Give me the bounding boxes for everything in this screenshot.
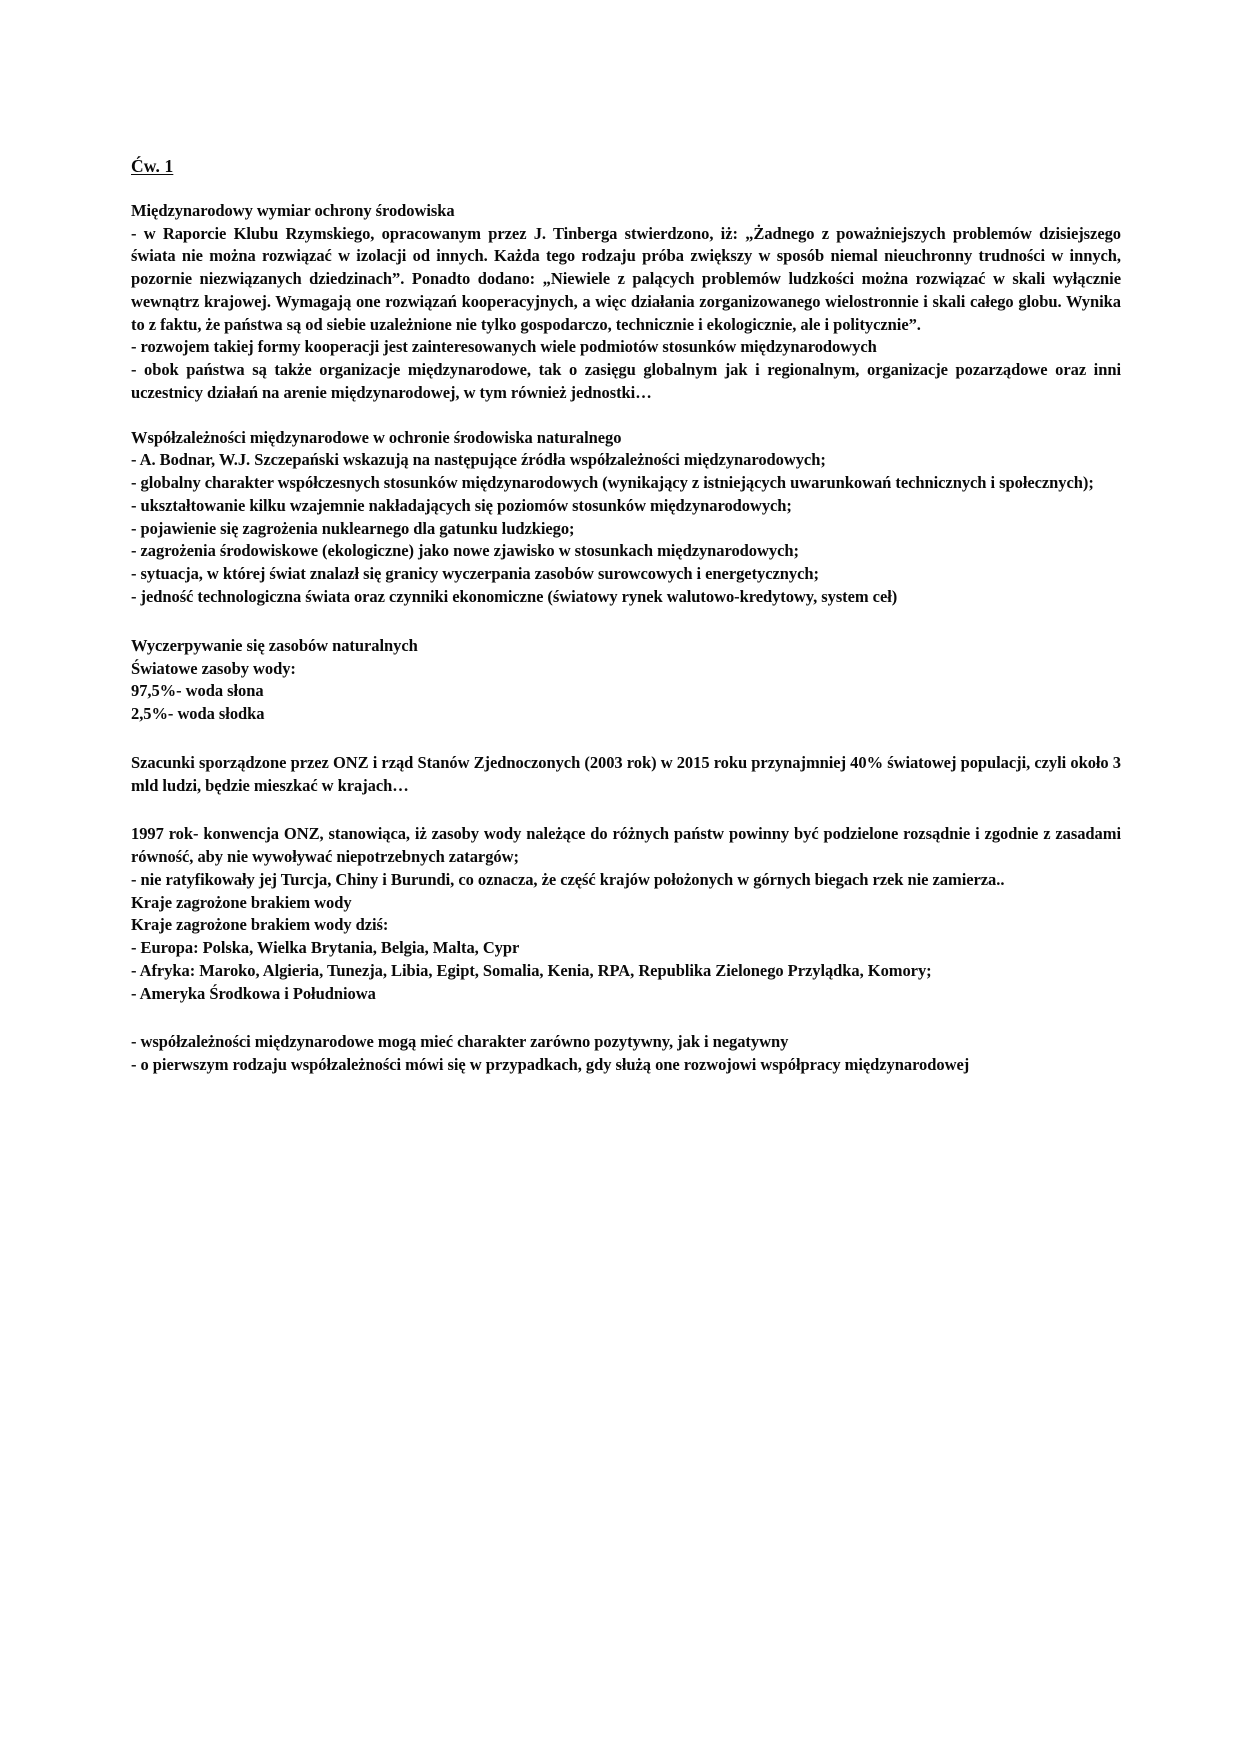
list-item: Kraje zagrożone brakiem wody dziś: bbox=[131, 915, 389, 935]
section-un-estimates bbox=[131, 752, 1121, 798]
section-spacer bbox=[131, 726, 1121, 752]
list-item: - współzależności międzynarodowe mogą mieć charakter zarówno pozytywny, jak i negatywny bbox=[131, 1032, 789, 1052]
exercise-heading-wrapper bbox=[131, 155, 1121, 200]
exercise-heading: Ćw. 1 bbox=[131, 156, 174, 176]
list-item: 2,5%- woda słodka bbox=[131, 704, 265, 724]
section-international-dimension bbox=[131, 200, 1121, 405]
section-spacer bbox=[131, 609, 1121, 635]
section-spacer bbox=[131, 797, 1121, 823]
paragraph-convention-1997: 1997 rok- konwencja ONZ, stanowiąca, iż zasoby wody należące do różnych państw powinny być podzielone rozsądnie i zgodnie z zasadami równość, aby nie wywoływać niepotrzebnych zatargów; bbox=[131, 824, 1121, 867]
list-item: - Europa: Polska, Wielka Brytania, Belgia, Malta, Cypr bbox=[131, 938, 520, 958]
section-interdependencies bbox=[131, 427, 1121, 609]
document-body bbox=[131, 155, 1121, 1077]
list-item: - Afryka: Maroko, Algieria, Tunezja, Libia, Egipt, Somalia, Kenia, RPA, Republika Zielonego Przylądka, Komory; bbox=[131, 960, 932, 980]
list-item: - sytuacja, w której świat znalazł się granicy wyczerpania zasobów surowcowych i energetycznych; bbox=[131, 564, 819, 584]
paragraph-international-organizations: - obok państwa są także organizacje międzynarodowe, tak o zasięgu globalnym jak i regionalnym, organizacje pozarządowe oraz inni uczestnicy działań na arenie międzynarodowej, w tym również jednostki… bbox=[131, 360, 1121, 402]
paragraph-cooperation-interest: - rozwojem takiej formy kooperacji jest zainteresowanych wiele podmiotów stosunków międzynarodowych bbox=[131, 337, 877, 357]
section-resource-depletion bbox=[131, 635, 1121, 726]
paragraph-tinbergen-report: - w Raporcie Klubu Rzymskiego, opracowanym przez J. Tinberga stwierdzono, iż: „Żadnego z poważniejszych problemów dzisiejszego świata nie można rozwiązać w izolacji od innych. Każda tego rodzaju próba zwiększy w sposób niemal nieuchronny trudności w innych, pozornie niezwiązanych dziedzinach”. Ponadto dodano: „Niewiele z palących problemów ludzkości można rozwiązać w skali wyłącznie wewnątrz krajowej. Wymagają one rozwiązań kooperacyjnych, a więc działania zorganizowanego wielostronnie i skali całego globu. Wynika to z faktu, że państwa są od siebie uzależnione nie tylko gospodarczo, technicznie i ekologicznie, ale i politycznie”. bbox=[131, 223, 1121, 334]
list-item: Kraje zagrożone brakiem wody bbox=[131, 892, 352, 912]
section-spacer bbox=[131, 405, 1121, 427]
list-item: - A. Bodnar, W.J. Szczepański wskazują na następujące źródła współzależności międzynarodowych; bbox=[131, 450, 826, 470]
list-item: - nie ratyfikowały jej Turcja, Chiny i Burundi, co oznacza, że część krajów położonych w górnych biegach rzek nie zamierza.. bbox=[131, 869, 1005, 889]
section-heading-interdependencies: Współzależności międzynarodowe w ochronie środowiska naturalnego bbox=[131, 427, 622, 447]
list-item: - o pierwszym rodzaju współzależności mówi się w przypadkach, gdy służą one rozwojowi współpracy międzynarodowej bbox=[131, 1055, 970, 1075]
list-item: - jedność technologiczna świata oraz czynniki ekonomiczne (światowy rynek walutowo-kredytowy, system ceł) bbox=[131, 587, 898, 606]
list-item: - globalny charakter współczesnych stosunków międzynarodowych (wynikający z istniejących uwarunkowań technicznych i społecznych); bbox=[131, 473, 1094, 493]
subheading-world-water-resources: Światowe zasoby wody: bbox=[131, 658, 296, 678]
section-heading-international-dimension: Międzynarodowy wymiar ochrony środowiska bbox=[131, 200, 455, 220]
list-item: - zagrożenia środowiskowe (ekologiczne) jako nowe zjawisko w stosunkach międzynarodowych; bbox=[131, 541, 799, 561]
list-item: - Ameryka Środkowa i Południowa bbox=[131, 983, 376, 1003]
list-item: 97,5%- woda słona bbox=[131, 681, 264, 701]
section-spacer bbox=[131, 1005, 1121, 1031]
paragraph-un-estimates: Szacunki sporządzone przez ONZ i rząd Stanów Zjednoczonych (2003 rok) w 2015 roku przynajmniej 40% światowej populacji, czyli około 3 mld ludzi, będzie mieszkać w krajach… bbox=[131, 752, 1121, 795]
section-convention-1997 bbox=[131, 823, 1121, 1005]
section-heading-resource-depletion: Wyczerpywanie się zasobów naturalnych bbox=[131, 635, 418, 655]
list-item: - pojawienie się zagrożenia nuklearnego dla gatunku ludzkiego; bbox=[131, 518, 575, 538]
section-closing-notes bbox=[131, 1031, 1121, 1077]
list-item: - ukształtowanie kilku wzajemnie nakładających się poziomów stosunków międzynarodowych; bbox=[131, 495, 792, 515]
